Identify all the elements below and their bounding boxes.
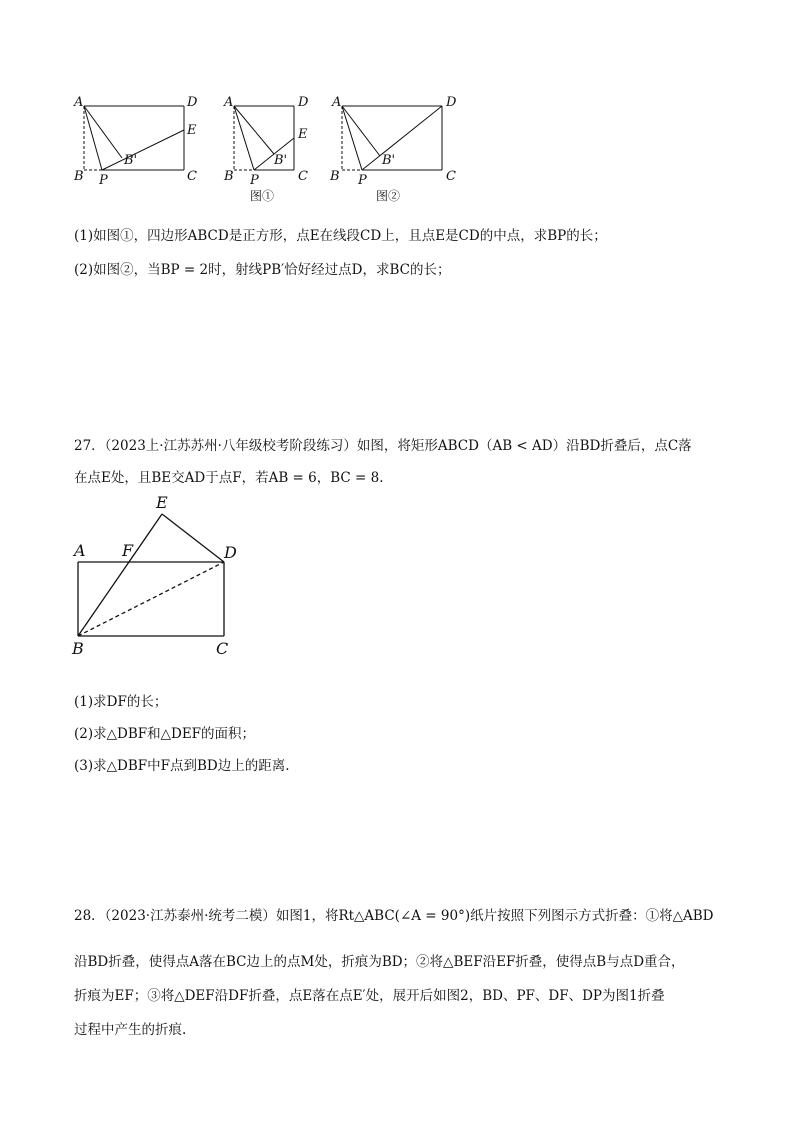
q27-part1: (1)求DF的长； [74, 694, 168, 710]
figure-2 [330, 96, 465, 206]
fig2-pd [362, 106, 442, 170]
fig2-label-c: C [446, 169, 456, 184]
fig-a-ap [84, 106, 102, 170]
fig1-label-e: E [298, 127, 308, 142]
q27-label-d: D [224, 543, 237, 562]
fig2-label-p: P [358, 173, 367, 188]
q27-label-c: C [216, 639, 229, 658]
fig2-label-d: D [446, 95, 457, 110]
fig-a-ab-prime [84, 106, 122, 158]
fig2-ab-prime [342, 106, 380, 156]
fig-a-label-a: A [74, 95, 84, 110]
fig2-ap [342, 106, 362, 170]
q27-figure [66, 490, 256, 660]
fig-a-label-d: D [187, 95, 198, 110]
fig1-label-b: B [224, 169, 234, 184]
figure-rectangle-fold-a [74, 96, 204, 186]
q28-line1: 28．（2023·江苏泰州·统考二模）如图1，将Rt△ABC(∠A = 90°)纸片按照下列图示方式折叠：①将△ABD [74, 908, 714, 924]
fig2-label-b: B [330, 169, 340, 184]
q28-line4: 过程中产生的折痕. [74, 1022, 187, 1038]
q27-ed [162, 514, 224, 562]
fig1-ap [234, 106, 254, 170]
q28-line2: 沿BD折叠，使得点A落在BC边上的点M处，折痕为BD；②将△BEF沿EF折叠，使得点B与点D重合， [74, 954, 685, 970]
q27-part3: (3)求△DBF中F点到BD边上的距离. [74, 758, 290, 774]
q28-line3: 折痕为EF；③将△DEF沿DF折叠，点E落在点E′处，展开后如图2，BD、PF、DF、DP为图1折叠 [74, 988, 665, 1004]
q26-part2: (2)如图②，当BP = 2时，射线PB′恰好经过点D，求BC的长； [74, 262, 451, 278]
fig-a-label-b-prime: B' [124, 153, 138, 168]
fig1-ab-prime [234, 106, 274, 154]
fig-a-label-e: E [187, 123, 197, 138]
q27-dashed-bd [78, 562, 224, 636]
q27-line2: 在点E处，且BE交AD于点F，若AB = 6，BC = 8. [74, 470, 384, 486]
fig1-label-a: A [224, 95, 234, 110]
fig1-caption: 图① [250, 189, 275, 203]
fig1-label-c: C [298, 169, 308, 184]
fig-a-pe [102, 130, 184, 170]
fig1-label-b-prime: B' [274, 153, 288, 168]
fig1-label-d: D [298, 95, 309, 110]
fig2-caption: 图② [376, 189, 401, 203]
q27-be [78, 514, 162, 636]
figure-1 [224, 96, 319, 206]
q26-part1: (1)如图①，四边形ABCD是正方形，点E在线段CD上，且点E是CD的中点，求BP的长； [74, 228, 607, 244]
fig-a-label-b: B [74, 169, 84, 184]
q27-part2: (2)求△DBF和△DEF的面积； [74, 726, 256, 742]
fig1-label-p: P [250, 173, 259, 188]
fig-a-label-p: P [99, 173, 108, 188]
q27-label-a: A [74, 541, 86, 560]
q27-label-b: B [72, 639, 84, 658]
q27-line1: 27．（2023上·江苏苏州·八年级校考阶段练习）如图，将矩形ABCD（AB < AD）沿BD折叠后，点C落 [74, 438, 692, 454]
fig2-label-b-prime: B' [382, 153, 396, 168]
q27-label-e: E [156, 493, 168, 512]
q27-label-f: F [122, 541, 134, 560]
fig2-label-a: A [332, 95, 342, 110]
fig-a-label-c: C [187, 169, 197, 184]
